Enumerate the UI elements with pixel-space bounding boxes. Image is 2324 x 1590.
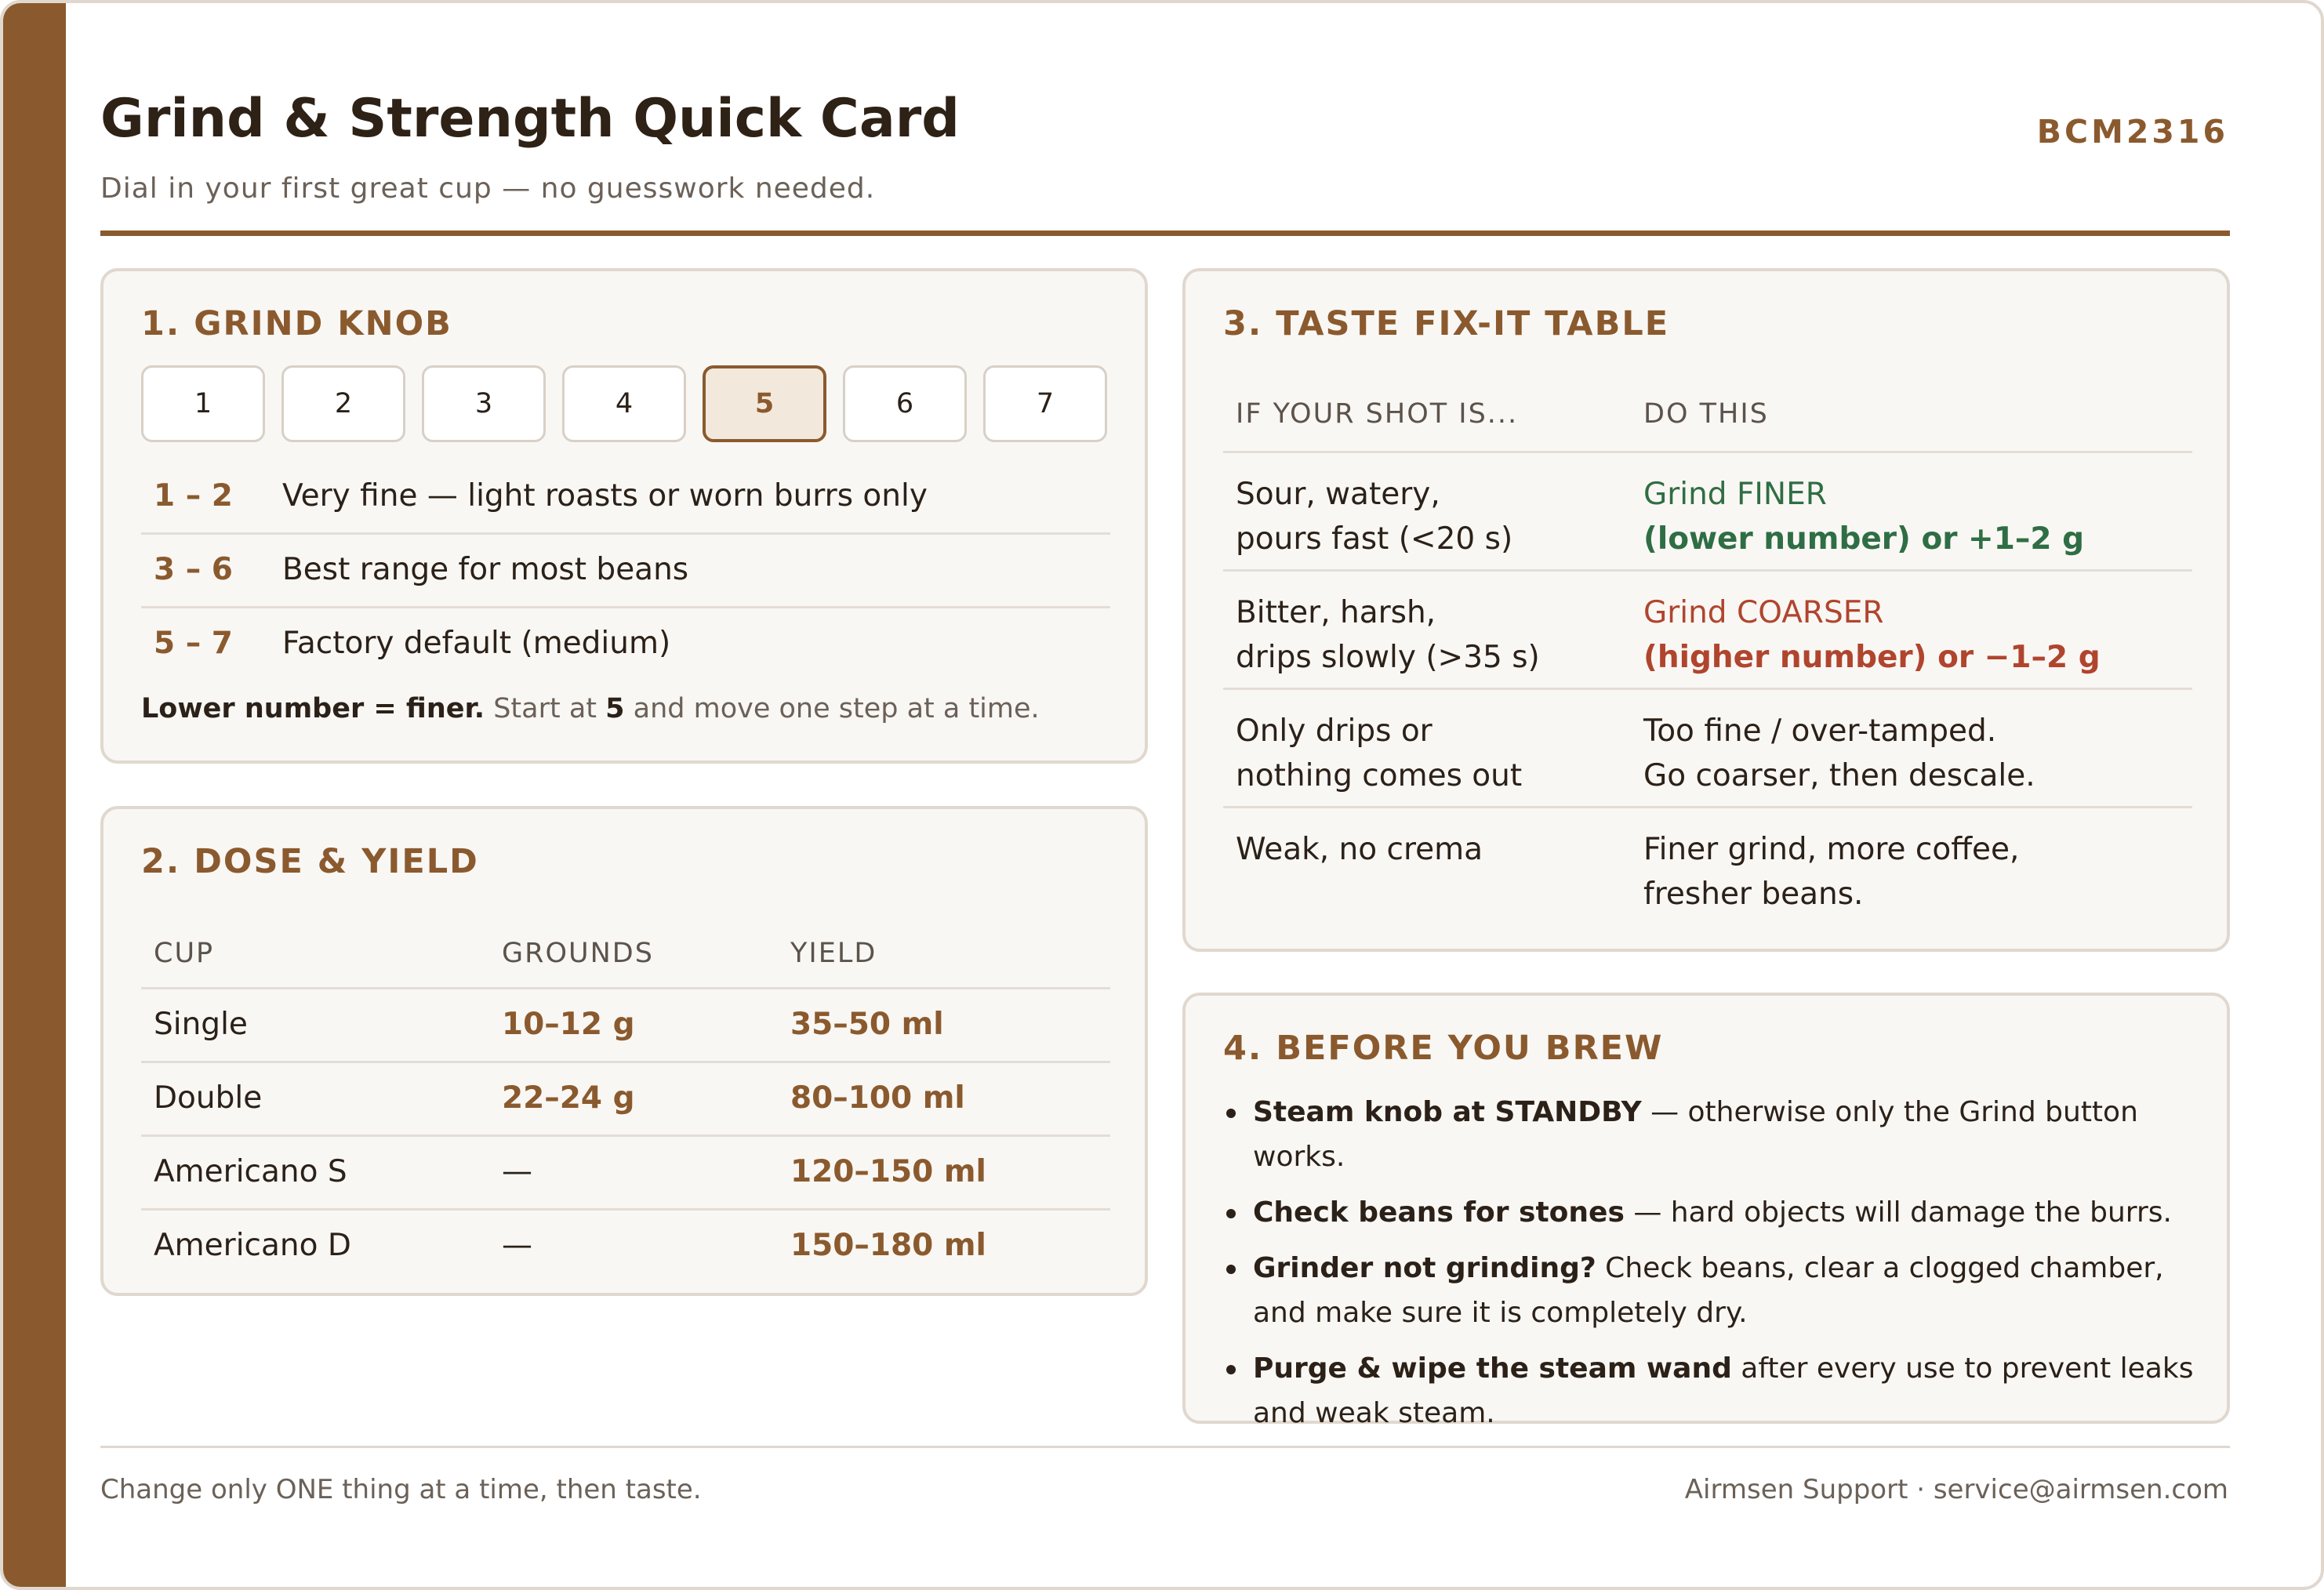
range-desc: Best range for most beans: [282, 552, 689, 587]
fix-line: fresher beans.: [1643, 877, 1864, 912]
shot-line: Bitter, harsh,: [1236, 595, 1436, 630]
fix-line: (higher number) or −1–2 g: [1643, 640, 2101, 675]
table-row: [1223, 453, 2192, 572]
fix-cell: [1643, 709, 2035, 798]
fix-line: Go coarser, then descale.: [1643, 758, 2035, 793]
range-key: 1 – 2: [154, 478, 233, 514]
grind-setting-1: 1: [141, 365, 265, 442]
fix-cell: [1643, 472, 2084, 561]
table-row: [141, 1137, 1110, 1211]
shot-cell: [1236, 827, 1483, 872]
model-number: BCM2316: [2036, 113, 2228, 151]
grind-knob-title: 1. GRIND KNOB: [141, 304, 452, 343]
grind-setting-2: 2: [281, 365, 405, 442]
item-text: after every use to prevent leaks and weak steam.: [1253, 1352, 2194, 1429]
before-brew-list: [1223, 1090, 2203, 1447]
shot-cell: [1236, 709, 1522, 798]
bullet-dot-icon: [1226, 1109, 1236, 1118]
cup-cell: Double: [154, 1080, 263, 1116]
cup-cell: Americano D: [154, 1228, 351, 1263]
item-bold: Grinder not grinding?: [1253, 1252, 1596, 1284]
col-header-fix: DO THIS: [1643, 398, 1769, 430]
shot-cell: [1236, 590, 1540, 680]
col-header-cup: CUP: [154, 938, 215, 969]
item-bold: Check beans for stones: [1253, 1196, 1625, 1229]
range-desc: Very fine — light roasts or worn burrs only: [282, 478, 928, 514]
shot-line: Sour, watery,: [1236, 477, 1440, 512]
table-header-row: [1223, 367, 2192, 453]
yield-cell: 120–150 ml: [790, 1154, 986, 1189]
grind-note-number: 5: [605, 693, 625, 724]
accent-stripe: [3, 3, 66, 1587]
dose-yield-table: [141, 903, 1110, 1284]
before-brew-title: 4. BEFORE YOU BREW: [1223, 1029, 1664, 1068]
footer-tip: Change only ONE thing at a time, then taste.: [100, 1474, 702, 1505]
bullet-dot-icon: [1226, 1365, 1236, 1374]
item-bold: Purge & wipe the steam wand: [1253, 1352, 1732, 1385]
fix-line: Finer grind, more coffee,: [1643, 832, 2020, 867]
grind-setting-5-selected: 5: [703, 365, 826, 442]
table-header-row: [141, 903, 1110, 989]
yield-cell: 150–180 ml: [790, 1228, 986, 1263]
taste-fix-table: [1223, 367, 2192, 927]
fix-cell: [1643, 827, 2019, 917]
table-row: [141, 989, 1110, 1063]
header-divider: [100, 231, 2230, 236]
yield-cell: 35–50 ml: [790, 1007, 944, 1042]
list-item: [1223, 1190, 2203, 1235]
grind-note: [141, 693, 1040, 724]
fix-line: Grind COARSER: [1643, 595, 1884, 630]
col-header-grounds: GROUNDS: [502, 938, 654, 969]
cup-cell: Americano S: [154, 1154, 347, 1189]
grind-note-start: Start at: [485, 693, 606, 724]
table-row: [1223, 808, 2192, 927]
card-subtitle: Dial in your first great cup — no guesswork needed.: [100, 172, 876, 205]
dose-yield-title: 2. DOSE & YIELD: [141, 842, 479, 881]
grind-setting-4: 4: [562, 365, 686, 442]
bullet-dot-icon: [1226, 1209, 1236, 1218]
table-row: [1223, 572, 2192, 690]
table-row: [1223, 690, 2192, 808]
cup-cell: Single: [154, 1007, 248, 1042]
taste-fix-title: 3. TASTE FIX-IT TABLE: [1223, 304, 1670, 343]
grounds-cell: —: [502, 1154, 532, 1189]
taste-fix-panel: [1182, 268, 2230, 952]
bullet-dot-icon: [1226, 1265, 1236, 1274]
list-item: [1223, 1346, 2203, 1436]
item-text: — hard objects will damage the burrs.: [1624, 1196, 2172, 1229]
grind-note-bold: Lower number = finer.: [141, 693, 485, 724]
item-text: Check beans, clear a clogged chamber, and make sure it is completely dry.: [1253, 1252, 2164, 1329]
item-bold: Steam knob at STANDBY: [1253, 1096, 1642, 1128]
range-row: [141, 608, 1110, 682]
grounds-cell: 10–12 g: [502, 1007, 635, 1042]
card-title: Grind & Strength Quick Card: [100, 88, 960, 150]
shot-line: Only drips or: [1236, 713, 1433, 749]
grounds-cell: 22–24 g: [502, 1080, 635, 1116]
list-item: [1223, 1090, 2203, 1179]
shot-line: drips slowly (>35 s): [1236, 640, 1540, 675]
fix-line: (lower number) or +1–2 g: [1643, 521, 2084, 557]
shot-cell: [1236, 472, 1512, 561]
range-row: [141, 535, 1110, 608]
list-item: [1223, 1246, 2203, 1335]
dose-yield-panel: [100, 806, 1148, 1296]
yield-cell: 80–100 ml: [790, 1080, 965, 1116]
table-row: [141, 1211, 1110, 1284]
range-desc: Factory default (medium): [282, 626, 671, 661]
col-header-yield: YIELD: [790, 938, 877, 969]
before-brew-panel: [1182, 993, 2230, 1429]
fix-line: Grind FINER: [1643, 477, 1827, 512]
range-key: 3 – 6: [154, 552, 233, 587]
range-key: 5 – 7: [154, 626, 233, 661]
col-header-shot: IF YOUR SHOT IS...: [1236, 398, 1519, 430]
shot-line: pours fast (<20 s): [1236, 521, 1513, 557]
grind-setting-scale: [141, 365, 1110, 445]
shot-line: nothing comes out: [1236, 758, 1523, 793]
shot-line: Weak, no crema: [1236, 832, 1483, 867]
grind-knob-panel: [100, 268, 1148, 764]
grounds-cell: —: [502, 1228, 532, 1263]
footer-support: Airmsen Support · service@airmsen.com: [1684, 1474, 2228, 1505]
range-row: [141, 461, 1110, 535]
grind-note-end: and move one step at a time.: [624, 693, 1040, 724]
fix-cell: [1643, 590, 2101, 680]
fix-line: Too fine / over-tamped.: [1643, 713, 1997, 749]
footer-divider: [100, 1446, 2230, 1448]
grind-setting-7: 7: [983, 365, 1107, 442]
grind-setting-6: 6: [843, 365, 967, 442]
grind-setting-3: 3: [422, 365, 546, 442]
table-row: [141, 1063, 1110, 1137]
item-text: — otherwise only the Grind button works.: [1253, 1096, 2138, 1173]
